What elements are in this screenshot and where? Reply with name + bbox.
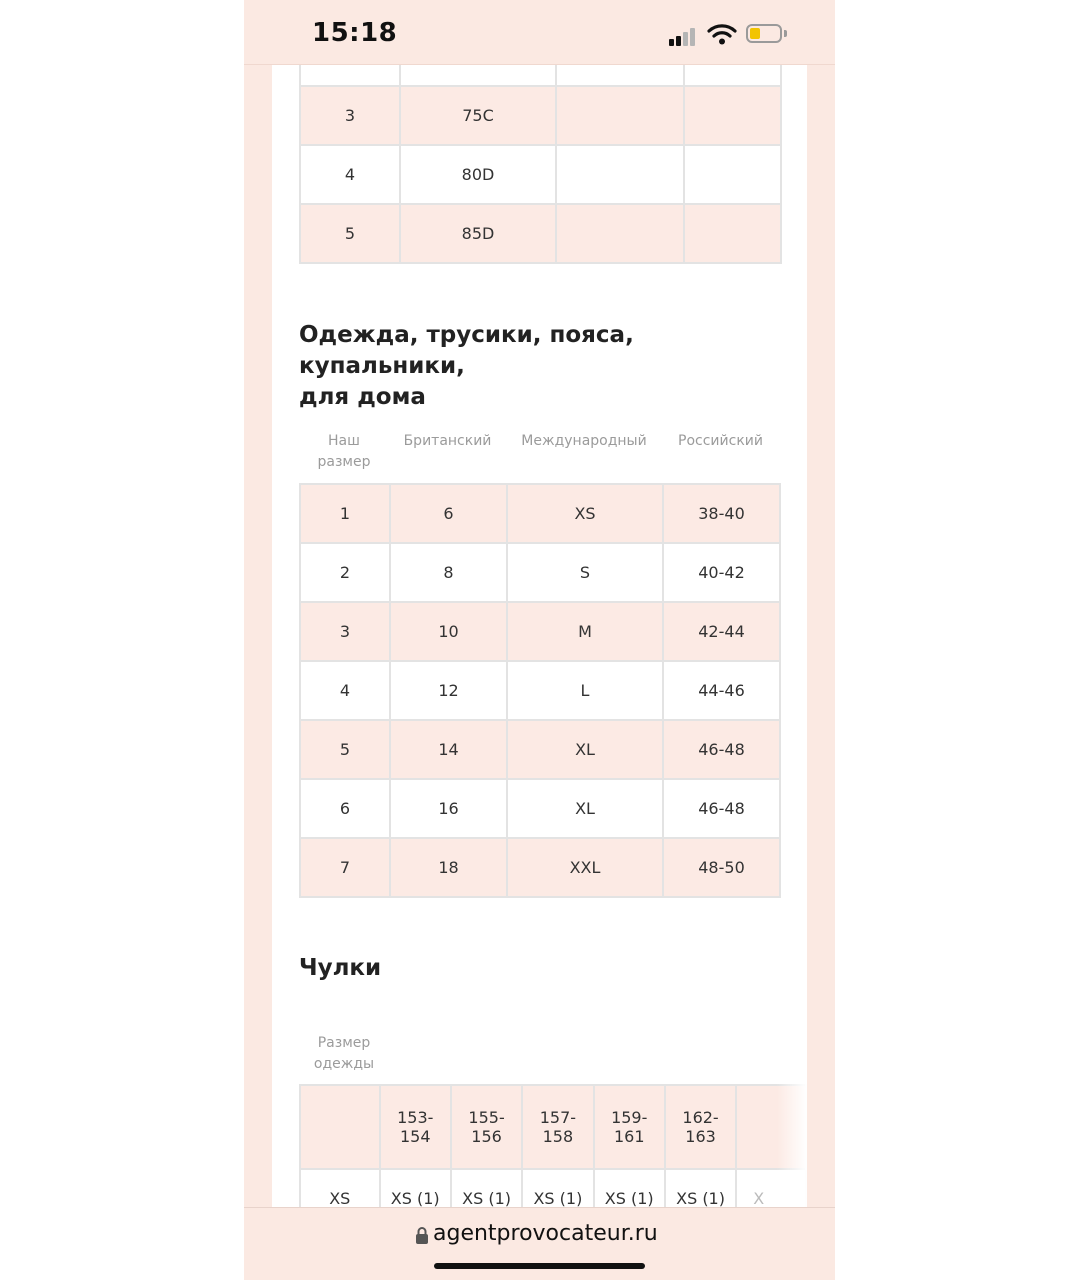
table-cell: 8 <box>390 543 507 602</box>
table-cell: XS (1) <box>380 1169 451 1207</box>
header-line: одежды <box>313 1056 375 1072</box>
table-cell: 2 <box>300 543 390 602</box>
status-time: 15:18 <box>312 18 398 48</box>
header-line: Размер <box>317 1035 371 1051</box>
table-row <box>300 661 780 720</box>
page-content <box>272 0 807 1280</box>
browser-address-bar[interactable] <box>244 1207 835 1280</box>
header-british: Британский <box>403 433 492 449</box>
table-cell <box>556 204 684 263</box>
table-cell <box>684 86 781 145</box>
header-russian: Российский <box>678 433 763 449</box>
table-cell: XS (1) <box>451 1169 522 1207</box>
table-cell <box>556 145 684 204</box>
battery-icon <box>746 24 782 43</box>
table-row <box>300 779 780 838</box>
lock-icon <box>415 1226 429 1244</box>
cell-line: 159- <box>611 1108 648 1127</box>
stockings-table-scroll[interactable] <box>299 1084 807 1207</box>
cell-line: 161 <box>613 1127 645 1146</box>
table-cell: 10 <box>390 602 507 661</box>
cell-line: 153- <box>397 1108 434 1127</box>
table-cell: XS (1) <box>665 1169 736 1207</box>
header-clothing-size <box>299 1033 389 1075</box>
header-our-size <box>299 431 389 473</box>
cell-line: 157- <box>539 1108 577 1127</box>
table-cell: 42-44 <box>663 602 780 661</box>
table-row <box>300 204 781 263</box>
table-cell: XS (1) <box>522 1169 593 1207</box>
header-international: Международный <box>521 433 647 449</box>
table-cell <box>684 145 781 204</box>
table-cell: XL <box>507 720 663 779</box>
table-cell: 6 <box>390 484 507 543</box>
table-cell: 12 <box>390 661 507 720</box>
table-cell: 5 <box>300 204 400 263</box>
home-indicator[interactable] <box>434 1263 645 1269</box>
section-title-line: для дома <box>299 384 426 410</box>
phone-screen <box>244 0 835 1280</box>
cell-line: 162- <box>682 1108 719 1127</box>
table-cell: 3 <box>300 86 400 145</box>
table-row <box>300 484 780 543</box>
table-row <box>300 602 780 661</box>
clothing-size-table <box>299 483 781 898</box>
table-row <box>300 145 781 204</box>
table-row <box>300 1169 806 1207</box>
table-cell: S <box>507 543 663 602</box>
table-cell <box>594 1085 665 1169</box>
table-row <box>300 1085 806 1169</box>
status-bar <box>244 0 835 65</box>
section-title-stockings: Чулки <box>299 955 382 981</box>
table-cell: 14 <box>390 720 507 779</box>
url-text[interactable]: agentprovocateur.ru <box>433 1221 658 1246</box>
table-cell <box>665 1085 736 1169</box>
table-cell <box>380 1085 451 1169</box>
table-cell: XS <box>300 1169 380 1207</box>
scroll-fade <box>777 1084 807 1207</box>
table-row <box>300 543 780 602</box>
table-cell: M <box>507 602 663 661</box>
table-cell: 18 <box>390 838 507 897</box>
table-cell: 16 <box>390 779 507 838</box>
section-title-clothing <box>299 320 807 413</box>
cell-line: 155- <box>468 1108 505 1127</box>
table-cell: 46-48 <box>663 779 780 838</box>
cell-line: 158 <box>542 1127 574 1146</box>
table-cell <box>556 86 684 145</box>
table-cell: 46-48 <box>663 720 780 779</box>
cell-line: 156 <box>471 1127 502 1146</box>
table-cell: 85D <box>400 204 556 263</box>
table-cell: 5 <box>300 720 390 779</box>
header-line: Наш <box>328 433 360 449</box>
table-cell <box>522 1085 593 1169</box>
table-cell: 7 <box>300 838 390 897</box>
cell-line: 163 <box>685 1127 716 1146</box>
wifi-icon <box>707 23 737 45</box>
cell-line: 154 <box>399 1127 431 1146</box>
table-cell: 75C <box>400 86 556 145</box>
table-cell: 6 <box>300 779 390 838</box>
table-cell: XXL <box>507 838 663 897</box>
table-cell: 44-46 <box>663 661 780 720</box>
table-row <box>300 720 780 779</box>
header-line: размер <box>317 454 371 470</box>
table-cell: XS (1) <box>594 1169 665 1207</box>
table-cell: XS <box>507 484 663 543</box>
section-title-line: Одежда, трусики, пояса, купальники, <box>299 322 634 379</box>
table-cell: 4 <box>300 661 390 720</box>
table-row <box>300 86 781 145</box>
table-cell: 40-42 <box>663 543 780 602</box>
table-cell: 48-50 <box>663 838 780 897</box>
table-cell: 4 <box>300 145 400 204</box>
table-cell <box>300 1085 380 1169</box>
table-cell: 1 <box>300 484 390 543</box>
stockings-size-table <box>299 1084 807 1207</box>
table-cell <box>684 204 781 263</box>
table-cell: L <box>507 661 663 720</box>
table-cell: 3 <box>300 602 390 661</box>
table-cell: X <box>736 1169 806 1207</box>
table-row <box>300 838 780 897</box>
battery-tip <box>784 30 787 37</box>
table-cell <box>451 1085 522 1169</box>
cellular-signal-icon <box>669 27 697 46</box>
table-cell: 38-40 <box>663 484 780 543</box>
table-cell: XL <box>507 779 663 838</box>
table-cell: 80D <box>400 145 556 204</box>
